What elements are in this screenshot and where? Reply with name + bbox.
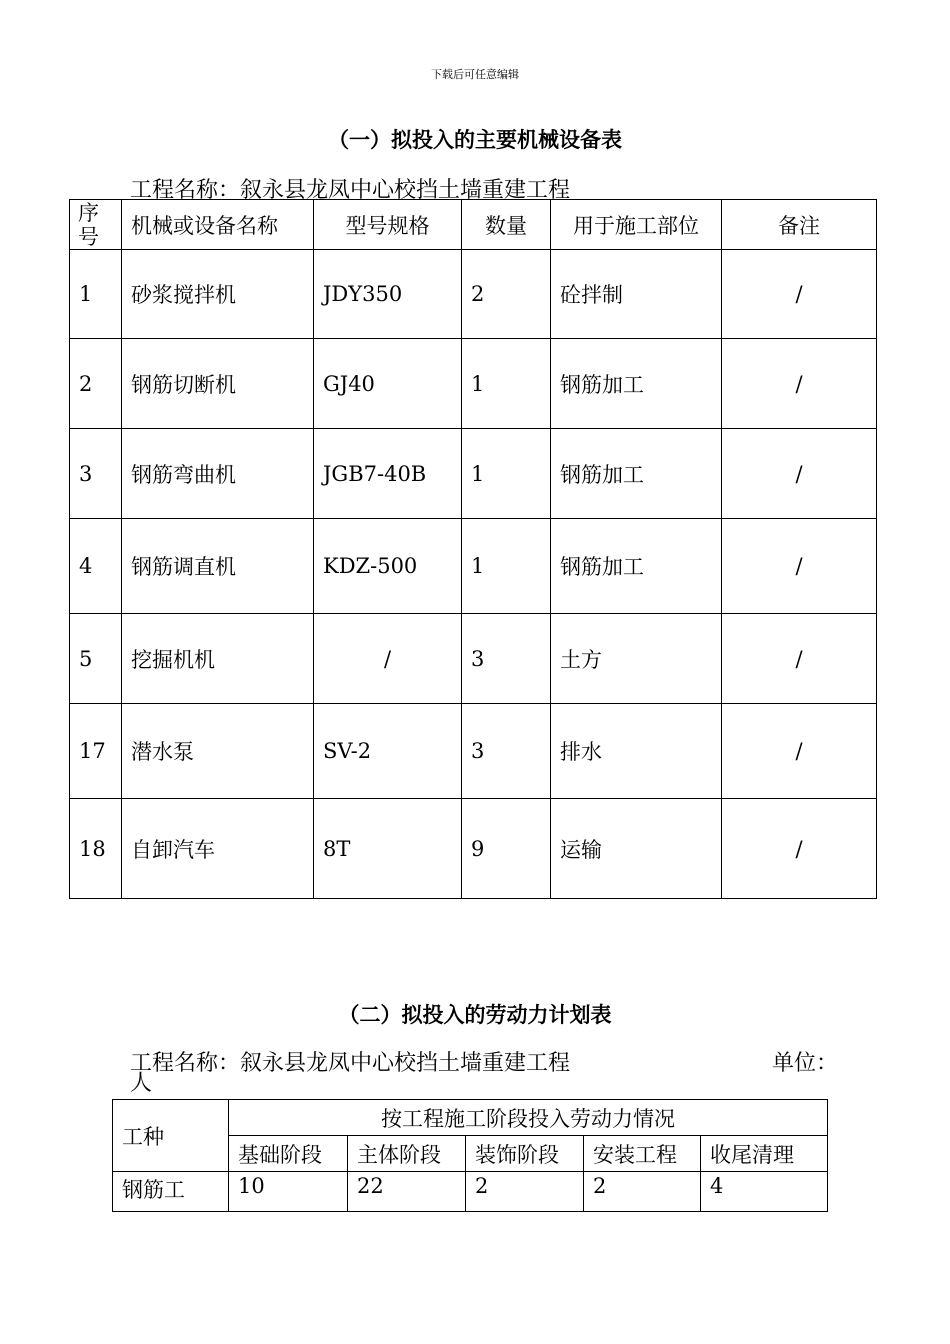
cell-seq: 4 bbox=[70, 519, 122, 614]
cell-name: 挖掘机机 bbox=[122, 614, 314, 704]
table-row bbox=[70, 250, 877, 339]
cell-use: 钢筋加工 bbox=[551, 519, 722, 614]
cell-trade: 钢筋工 bbox=[113, 1172, 229, 1212]
cell-note: / bbox=[722, 519, 877, 614]
cell-seq: 5 bbox=[70, 614, 122, 704]
cell-qty: 1 bbox=[462, 339, 551, 429]
cell-use: 土方 bbox=[551, 614, 722, 704]
cell-value: 2 bbox=[466, 1172, 584, 1212]
cell-note: / bbox=[722, 704, 877, 799]
cell-use: 钢筋加工 bbox=[551, 339, 722, 429]
cell-value: 4 bbox=[701, 1172, 828, 1212]
cell-qty: 9 bbox=[462, 799, 551, 899]
cell-seq: 18 bbox=[70, 799, 122, 899]
col-header-stage: 安装工程 bbox=[584, 1136, 701, 1172]
col-header-use: 用于施工部位 bbox=[551, 200, 722, 250]
cell-model: SV-2 bbox=[314, 704, 462, 799]
labor-table bbox=[112, 1099, 828, 1212]
cell-qty: 2 bbox=[462, 250, 551, 339]
cell-value: 2 bbox=[584, 1172, 701, 1212]
cell-qty: 1 bbox=[462, 429, 551, 519]
equipment-table-header bbox=[70, 200, 877, 250]
cell-model: JDY350 bbox=[314, 250, 462, 339]
cell-use: 运输 bbox=[551, 799, 722, 899]
cell-use: 砼拌制 bbox=[551, 250, 722, 339]
table-row bbox=[70, 429, 877, 519]
table-row bbox=[70, 339, 877, 429]
cell-qty: 3 bbox=[462, 704, 551, 799]
cell-name: 钢筋调直机 bbox=[122, 519, 314, 614]
col-header-stage-group: 按工程施工阶段投入劳动力情况 bbox=[229, 1100, 828, 1136]
col-header-model: 型号规格 bbox=[314, 200, 462, 250]
cell-note: / bbox=[722, 429, 877, 519]
cell-use: 排水 bbox=[551, 704, 722, 799]
cell-qty: 1 bbox=[462, 519, 551, 614]
cell-value: 22 bbox=[348, 1172, 466, 1212]
cell-qty: 3 bbox=[462, 614, 551, 704]
col-header-stage: 收尾清理 bbox=[701, 1136, 828, 1172]
cell-name: 钢筋弯曲机 bbox=[122, 429, 314, 519]
header-note: 下载后可任意编辑 bbox=[431, 68, 519, 81]
cell-model: GJ40 bbox=[314, 339, 462, 429]
cell-model: 8T bbox=[314, 799, 462, 899]
cell-note: / bbox=[722, 614, 877, 704]
col-header-qty: 数量 bbox=[462, 200, 551, 250]
col-header-stage: 装饰阶段 bbox=[466, 1136, 584, 1172]
table-row bbox=[70, 519, 877, 614]
cell-seq: 3 bbox=[70, 429, 122, 519]
section-2-title: （二）拟投入的劳动力计划表 bbox=[338, 1003, 612, 1027]
seq-head-line2: 号 bbox=[78, 224, 99, 249]
unit-value: 人 bbox=[130, 1071, 153, 1096]
cell-model: / bbox=[314, 614, 462, 704]
table-row bbox=[70, 704, 877, 799]
cell-seq: 2 bbox=[70, 339, 122, 429]
cell-note: / bbox=[722, 799, 877, 899]
cell-use: 钢筋加工 bbox=[551, 429, 722, 519]
col-header-note: 备注 bbox=[722, 200, 877, 250]
col-header-seq bbox=[70, 200, 122, 250]
cell-model: KDZ-500 bbox=[314, 519, 462, 614]
seq-head-line1: 序 bbox=[78, 200, 99, 225]
cell-name: 钢筋切断机 bbox=[122, 339, 314, 429]
cell-seq: 17 bbox=[70, 704, 122, 799]
col-header-stage: 主体阶段 bbox=[348, 1136, 466, 1172]
unit-label: 单位： bbox=[772, 1051, 839, 1076]
col-header-stage: 基础阶段 bbox=[229, 1136, 348, 1172]
cell-seq: 1 bbox=[70, 250, 122, 339]
section-1-title: （一）拟投入的主要机械设备表 bbox=[328, 128, 622, 152]
cell-note: / bbox=[722, 339, 877, 429]
table-row bbox=[70, 799, 877, 899]
cell-name: 自卸汽车 bbox=[122, 799, 314, 899]
equipment-table bbox=[69, 199, 877, 899]
cell-name: 潜水泵 bbox=[122, 704, 314, 799]
cell-value: 10 bbox=[229, 1172, 348, 1212]
table-row bbox=[70, 614, 877, 704]
cell-model: JGB7-40B bbox=[314, 429, 462, 519]
cell-name: 砂浆搅拌机 bbox=[122, 250, 314, 339]
col-header-trade: 工种 bbox=[113, 1100, 229, 1172]
section-1-project-name: 工程名称：叙永县龙凤中心校挡土墙重建工程 bbox=[130, 178, 571, 203]
cell-note: / bbox=[722, 250, 877, 339]
table-row bbox=[113, 1172, 828, 1212]
section-2-project-name: 工程名称：叙永县龙凤中心校挡土墙重建工程 bbox=[130, 1051, 571, 1076]
labor-table-group-header bbox=[113, 1100, 828, 1136]
col-header-name: 机械或设备名称 bbox=[122, 200, 314, 250]
